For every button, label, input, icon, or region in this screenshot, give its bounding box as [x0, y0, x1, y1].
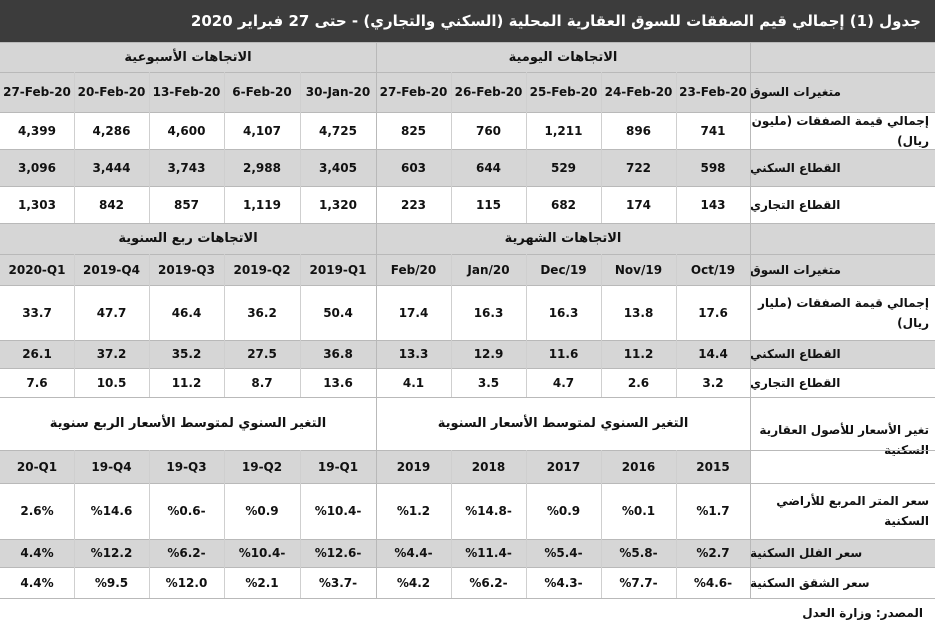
section-title-right: الاتجاهات الشهرية: [376, 223, 750, 254]
table-cell: 722: [601, 149, 676, 186]
table-cell: 11.6: [526, 340, 601, 368]
table-cell: 16.3: [451, 285, 526, 340]
row-label: إجمالي قيمة الصفقات (مليار ريال): [750, 285, 935, 340]
column-divider: [149, 72, 150, 223]
table-title: جدول (1) إجمالي قيم الصفقات للسوق العقارية المحلية (السكني والتجاري) - حتى 27 فبراير 2020: [0, 0, 935, 42]
column-header: 25-Feb-20: [526, 72, 601, 112]
table-cell: 4.4%: [0, 567, 74, 598]
table-cell: 115: [451, 186, 526, 223]
table-cell: 11.2: [601, 340, 676, 368]
table-cell: 4,600: [149, 112, 224, 149]
header-label: متغيرات السوق: [750, 254, 935, 285]
row-divider: [0, 223, 935, 224]
section-title-left: التغير السنوي لمتوسط الأسعار الربع سنوية: [0, 397, 376, 450]
table-cell: 174: [601, 186, 676, 223]
table-cell: 3,743: [149, 149, 224, 186]
section-corner: [750, 223, 935, 254]
table-cell: 4,286: [74, 112, 149, 149]
table-cell: %0.9: [224, 483, 300, 539]
table-cell: 143: [676, 186, 750, 223]
column-header: 6-Feb-20: [224, 72, 300, 112]
column-header: 27-Feb-20: [376, 72, 451, 112]
table-cell: 17.4: [376, 285, 451, 340]
column-header: 2019-Q1: [300, 254, 376, 285]
table-cell: 1,320: [300, 186, 376, 223]
column-divider: [300, 72, 301, 223]
table-cell: %4.6-: [676, 567, 750, 598]
table-cell: 46.4: [149, 285, 224, 340]
section-row-label: تغير الأسعار للأصول العقارية السكنية: [750, 397, 935, 483]
table-cell: 33.7: [0, 285, 74, 340]
row-divider: [0, 368, 935, 369]
row-divider: [0, 539, 935, 540]
row-divider: [0, 149, 935, 150]
column-divider: [149, 254, 150, 397]
column-divider: [676, 254, 677, 397]
column-header: 2017: [526, 450, 601, 483]
section-title-right: الاتجاهات اليومية: [376, 42, 750, 72]
table-cell: %9.5: [74, 567, 149, 598]
column-header: 24-Feb-20: [601, 72, 676, 112]
section-title-left: الاتجاهات الأسبوعية: [0, 42, 376, 72]
table-cell: 13.8: [601, 285, 676, 340]
row-label: القطاع السكني: [750, 340, 935, 368]
column-header: Oct/19: [676, 254, 750, 285]
column-divider: [526, 450, 527, 598]
table-cell: 3.5: [451, 368, 526, 397]
table-cell: 4.4%: [0, 539, 74, 567]
table-cell: %2.7: [676, 539, 750, 567]
table-cell: 36.8: [300, 340, 376, 368]
column-header: 23-Feb-20: [676, 72, 750, 112]
table-cell: 857: [149, 186, 224, 223]
table-cell: 47.7: [74, 285, 149, 340]
row-divider: [0, 72, 935, 73]
column-divider: [74, 450, 75, 598]
section-corner: [750, 42, 935, 72]
table-cell: 50.4: [300, 285, 376, 340]
table-cell: 14.4: [676, 340, 750, 368]
row-label: القطاع التجاري: [750, 186, 935, 223]
column-divider: [74, 72, 75, 223]
table-cell: 13.6: [300, 368, 376, 397]
table-cell: %5.8-: [601, 539, 676, 567]
column-divider: [376, 42, 377, 598]
column-divider: [300, 254, 301, 397]
column-divider: [224, 72, 225, 223]
column-divider: [300, 450, 301, 598]
row-divider: [0, 450, 935, 451]
table-cell: 36.2: [224, 285, 300, 340]
table-cell: 4.7: [526, 368, 601, 397]
column-header: Jan/20: [451, 254, 526, 285]
row-divider: [0, 397, 935, 398]
table-cell: 11.2: [149, 368, 224, 397]
table-cell: 682: [526, 186, 601, 223]
row-divider: [0, 285, 935, 286]
column-header: 20-Feb-20: [74, 72, 149, 112]
column-header: 2018: [451, 450, 526, 483]
column-header: 19-Q1: [300, 450, 376, 483]
column-divider: [451, 450, 452, 598]
section-title-left: الاتجاهات ربع السنوية: [0, 223, 376, 254]
row-label: القطاع التجاري: [750, 368, 935, 397]
column-header: 19-Q4: [74, 450, 149, 483]
table-cell: %12.6-: [300, 539, 376, 567]
row-divider: [0, 567, 935, 568]
column-header: Feb/20: [376, 254, 451, 285]
table-cell: %3.7-: [300, 567, 376, 598]
table-cell: %7.7-: [601, 567, 676, 598]
table-cell: 825: [376, 112, 451, 149]
table-cell: 3,096: [0, 149, 74, 186]
table-cell: %4.4-: [376, 539, 451, 567]
table-cell: 37.2: [74, 340, 149, 368]
row-divider: [0, 112, 935, 113]
column-divider: [149, 450, 150, 598]
column-header: 2019: [376, 450, 451, 483]
column-divider: [601, 72, 602, 223]
table-cell: %14.8-: [451, 483, 526, 539]
table-cell: 741: [676, 112, 750, 149]
column-divider: [526, 254, 527, 397]
column-header: 2019-Q3: [149, 254, 224, 285]
row-divider: [0, 483, 935, 484]
table-cell: 16.3: [526, 285, 601, 340]
row-divider: [0, 340, 935, 341]
table-cell: 2.6: [601, 368, 676, 397]
column-header: 2016: [601, 450, 676, 483]
table-cell: 2.6%: [0, 483, 74, 539]
table-cell: %0.6-: [149, 483, 224, 539]
column-header: Nov/19: [601, 254, 676, 285]
column-header: 20-Q1: [0, 450, 74, 483]
table-cell: 598: [676, 149, 750, 186]
table-cell: 35.2: [149, 340, 224, 368]
table-cell: %11.4-: [451, 539, 526, 567]
table-cell: %5.4-: [526, 539, 601, 567]
table-cell: 3,405: [300, 149, 376, 186]
column-divider: [224, 254, 225, 397]
row-label: إجمالي قيمة الصفقات (مليون ريال): [750, 112, 935, 149]
source-note: المصدر: وزارة العدل: [802, 605, 923, 620]
column-header: 27-Feb-20: [0, 72, 74, 112]
table-cell: %2.1: [224, 567, 300, 598]
table-cell: %10.4-: [300, 483, 376, 539]
column-divider: [451, 254, 452, 397]
table-cell: 1,211: [526, 112, 601, 149]
column-header: 2019-Q2: [224, 254, 300, 285]
column-divider: [224, 450, 225, 598]
header-label: متغيرات السوق: [750, 72, 935, 112]
column-divider: [451, 72, 452, 223]
table-cell: %6.2-: [149, 539, 224, 567]
table-cell: 644: [451, 149, 526, 186]
table-cell: %10.4-: [224, 539, 300, 567]
table-cell: 3,444: [74, 149, 149, 186]
row-label: سعر المتر المربع للأراضي السكنية: [750, 483, 935, 539]
section-title-right: التغير السنوي لمتوسط الأسعار السنوية: [376, 397, 750, 450]
table-cell: %0.9: [526, 483, 601, 539]
table-cell: 842: [74, 186, 149, 223]
table-cell: 7.6: [0, 368, 74, 397]
table-cell: %4.2: [376, 567, 451, 598]
column-header: 2019-Q4: [74, 254, 149, 285]
table-cell: 1,303: [0, 186, 74, 223]
table-cell: 3.2: [676, 368, 750, 397]
table-cell: 223: [376, 186, 451, 223]
row-divider: [0, 186, 935, 187]
column-divider: [676, 450, 677, 598]
column-header: 30-Jan-20: [300, 72, 376, 112]
column-divider: [601, 254, 602, 397]
column-divider: [526, 72, 527, 223]
table-cell: 4,725: [300, 112, 376, 149]
column-header: 2015: [676, 450, 750, 483]
column-header: 2020-Q1: [0, 254, 74, 285]
table-cell: 760: [451, 112, 526, 149]
table-cell: %14.6: [74, 483, 149, 539]
table-cell: 27.5: [224, 340, 300, 368]
table-cell: 4,399: [0, 112, 74, 149]
table-cell: %12.0: [149, 567, 224, 598]
table-cell: 17.6: [676, 285, 750, 340]
table-cell: 4.1: [376, 368, 451, 397]
table-cell: %1.7: [676, 483, 750, 539]
column-header: Dec/19: [526, 254, 601, 285]
table-cell: 26.1: [0, 340, 74, 368]
table-cell: %6.2-: [451, 567, 526, 598]
column-header: 13-Feb-20: [149, 72, 224, 112]
table-cell: 10.5: [74, 368, 149, 397]
table-cell: 603: [376, 149, 451, 186]
table-cell: 12.9: [451, 340, 526, 368]
column-divider: [750, 42, 751, 598]
table-cell: 1,119: [224, 186, 300, 223]
row-label: سعر الفلل السكنية: [750, 539, 935, 567]
column-divider: [601, 450, 602, 598]
column-header: 19-Q2: [224, 450, 300, 483]
table-cell: 8.7: [224, 368, 300, 397]
row-label: القطاع السكني: [750, 149, 935, 186]
column-divider: [676, 72, 677, 223]
row-divider: [0, 42, 935, 43]
table-cell: 4,107: [224, 112, 300, 149]
table-cell: 529: [526, 149, 601, 186]
table-cell: %12.2: [74, 539, 149, 567]
table-cell: %0.1: [601, 483, 676, 539]
table-cell: 13.3: [376, 340, 451, 368]
column-header: 19-Q3: [149, 450, 224, 483]
table-cell: 896: [601, 112, 676, 149]
table-cell: %4.3-: [526, 567, 601, 598]
column-header: 26-Feb-20: [451, 72, 526, 112]
row-divider: [0, 254, 935, 255]
table-cell: %1.2: [376, 483, 451, 539]
table-cell: 2,988: [224, 149, 300, 186]
row-label: سعر الشقق السكنية: [750, 567, 935, 598]
column-divider: [74, 254, 75, 397]
